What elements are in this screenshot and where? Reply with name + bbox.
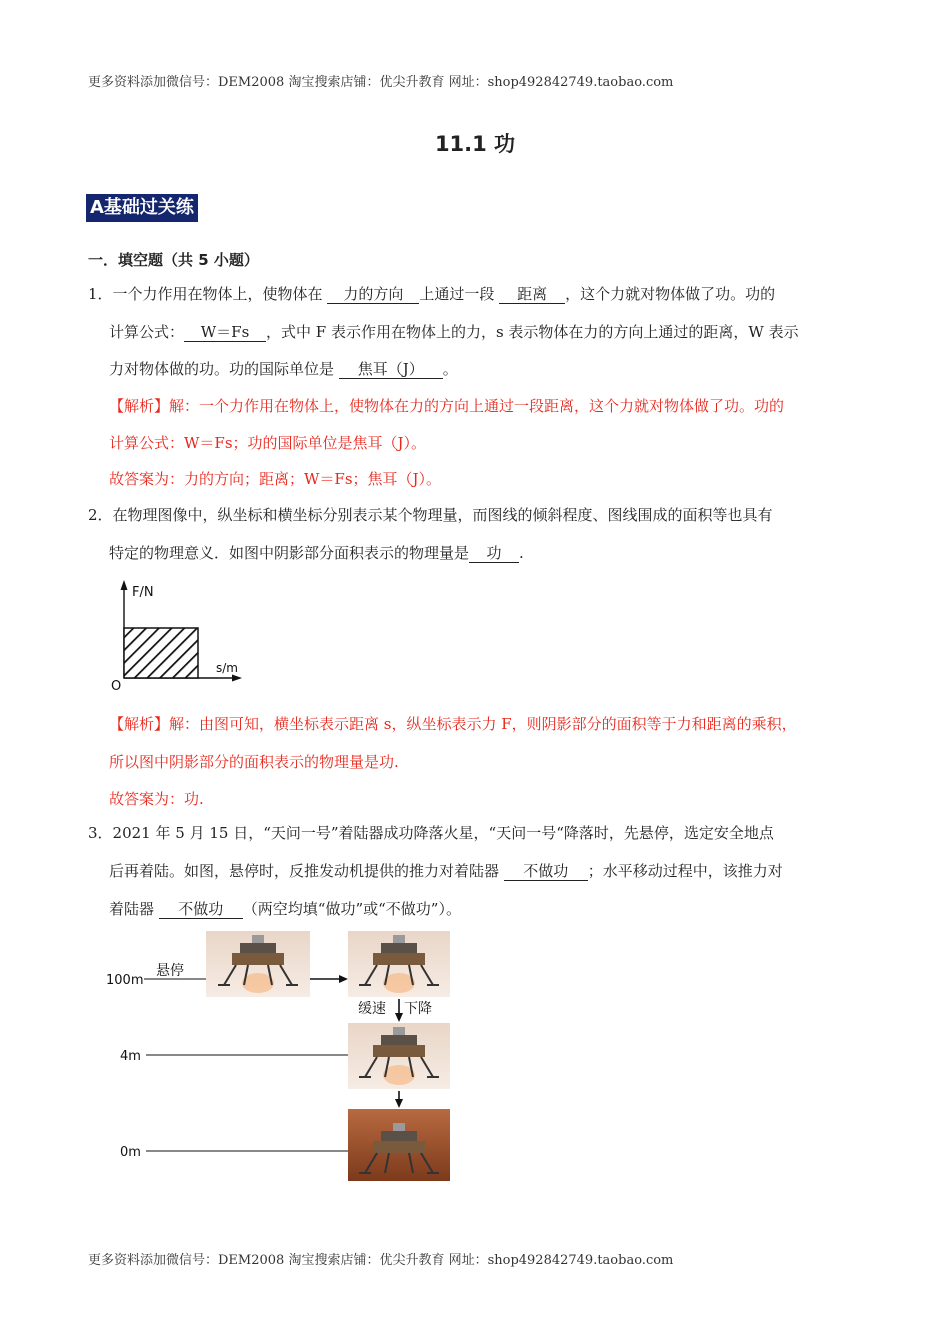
q1-number: 1． [88,285,113,303]
section-heading: 一．填空题（共 5 小题） [88,251,259,269]
label-4m: 4m [120,1049,141,1064]
q1-blank-3: W＝Fs [184,323,266,342]
q2-analysis-2: 所以图中阴影部分的面积表示的物理量是功. [109,753,399,771]
q2-analysis-1: 【解析】解：由图可知，横坐标表示距离 s，纵坐标表示力 F，则阴影部分的面积等于力和距离的乘积， [109,715,797,733]
q2-line-2: 特定的物理意义．如图中阴影部分面积表示的物理量是 功 . [109,544,524,562]
label-descend-a: 缓速 [358,1001,386,1017]
q3-blank-1: 不做功 [504,862,588,881]
force-distance-graph [106,578,256,693]
y-axis-label: F/N [132,585,154,600]
label-0m: 0m [120,1145,141,1160]
page-title: 11.1 功 [434,132,516,156]
shaded-area [124,628,198,678]
y-axis-arrow [121,580,128,590]
q3-line-2: 后再着陆。如图，悬停时，反推发动机提供的推力对着陆器 不做功 ；水平移动过程中，该推力对 [109,862,783,880]
q3-number: 3． [88,824,113,842]
origin-label: O [111,679,122,693]
q3-line-1: 3．2021 年 5 月 15 日，“天问一号”着陆器成功降落火星，“天问一号“降落时，先悬停，选定安全地点 [88,824,774,842]
q2-blank-1: 功 [469,544,519,563]
label-descend-b: 下降 [404,1001,432,1017]
q1-line-1: 1．一个力作用在物体上，使物体在 力的方向 上通过一段 距离 ，这个力就对物体做了功。功的 [88,285,776,303]
label-100m: 100m [106,973,144,988]
q2-number: 2． [88,506,113,524]
q1-blank-1: 力的方向 [327,285,419,304]
q2-line-1: 2．在物理图像中，纵坐标和横坐标分别表示某个物理量，而图线的倾斜程度、图线围成的面积等也具有 [88,506,773,524]
q1-blank-2: 距离 [499,285,565,304]
x-axis-label: s/m [216,661,238,675]
x-axis-arrow [232,675,242,682]
landing-sequence-figure [100,925,460,1187]
section-banner: A基础过关练 [86,194,198,222]
q1-analysis-1: 【解析】解：一个力作用在物体上，使物体在力的方向上通过一段距离，这个力就对物体做了功。功的 [109,397,785,415]
q3-blank-2: 不做功 [159,900,243,919]
page-footer: 更多资料添加微信号：DEM2008 淘宝搜索店铺：优尖升教育 网址：shop492842749.taobao.com [88,1253,674,1268]
q2-answer: 故答案为：功. [109,790,204,808]
q1-line-3: 力对物体做的功。功的国际单位是 焦耳（J） 。 [109,360,458,378]
q1-blank-4: 焦耳（J） [339,360,443,379]
q1-line-2: 计算公式： W＝Fs ，式中 F 表示作用在物体上的力，s 表示物体在力的方向上通过的距离，W 表示 [109,323,799,341]
q1-answer: 故答案为：力的方向；距离；W＝Fs；焦耳（J）。 [109,470,442,488]
label-hover: 悬停 [156,963,184,979]
q1-analysis-2: 计算公式：W＝Fs；功的国际单位是焦耳（J）。 [109,434,427,452]
page-header: 更多资料添加微信号：DEM2008 淘宝搜索店铺：优尖升教育 网址：shop492842749.taobao.com [88,75,674,90]
q3-line-3: 着陆器 不做功 （两空均填“做功”或“不做功”）。 [109,900,461,918]
